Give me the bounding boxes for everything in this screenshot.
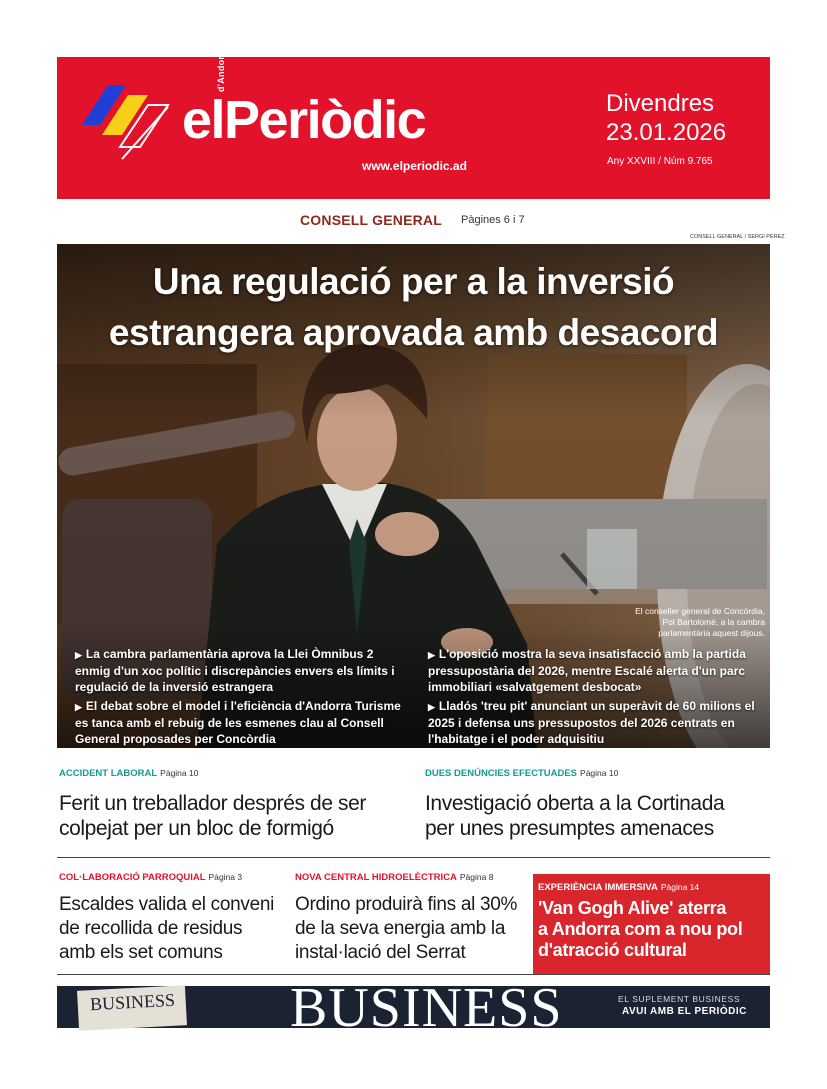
kicker-label: COL·LABORACIÓ PARROQUIAL [59, 872, 206, 883]
lead-headline[interactable] [0, 256, 827, 358]
divider [57, 974, 770, 975]
headline-line: Escaldes valida el conveni [59, 894, 275, 915]
kicker-label: NOVA CENTRAL HIDROELÈCTRICA [295, 872, 457, 883]
lead-bullet[interactable] [75, 646, 410, 695]
story-headline-ordino[interactable] [295, 893, 530, 965]
business-magazine-logo: BUSINESS [89, 989, 176, 1015]
story-kicker [59, 872, 242, 883]
divider [57, 857, 770, 858]
section-label[interactable]: CONSELL GENERAL [300, 212, 442, 228]
headline-line: Investigació oberta a la Cortinada [425, 792, 725, 815]
issue-day: Divendres [606, 90, 715, 117]
headline-line: Ordino produirà fins al 30% [295, 894, 518, 915]
lead-bullet-text: Lladós 'treu pit' anunciant un superàvit de 60 milions el 2025 i defensa uns pressupostos del 2026 centrats en l'habitatge i el poder adquisitiu [428, 699, 755, 746]
photo-caption-line-1: El conseller general de Concòrdia, [635, 606, 765, 616]
brand-logo-subtitle: d'Andorra [216, 46, 226, 92]
headline-line: amb els set comuns [59, 942, 223, 963]
banner-subtitle: EL SUPLEMENT BUSINESS [618, 994, 741, 1004]
issue-number: Any XXVIII / Núm 9.765 [607, 156, 713, 167]
story-headline-cortinada[interactable] [425, 791, 770, 841]
headline-line: de recollida de residus [59, 918, 243, 939]
lead-bullet[interactable] [75, 698, 410, 747]
headline-line: a Andorra com a nou pol [538, 919, 743, 939]
site-url[interactable]: www.elperiodic.ad [362, 159, 467, 173]
lead-headline-line-1: Una regulació per a la inversió [152, 261, 675, 302]
story-kicker [295, 872, 493, 883]
lead-bullet-text: El debat sobre el model i l'eficiència d'Andorra Turisme es tanca amb el rebuig de les esmenes clau al Consell General proposades per Concòrdia [75, 699, 401, 746]
story-kicker [538, 882, 699, 893]
headline-line: colpejat per un bloc de formigó [59, 817, 334, 840]
kicker-page: Pàgina 10 [160, 768, 199, 778]
story-kicker [425, 768, 618, 779]
kicker-label: DUES DENÚNCIES EFECTUADES [425, 768, 578, 779]
lead-bullet-text: L'oposició mostra la seva insatisfacció amb la partida pressupostària del 2026, mentre Escalé alerta d'un parc immobiliari «salvatgement desbocat» [428, 647, 746, 694]
business-logo: BUSINESS [290, 977, 563, 1039]
headline-line: d'atracció cultural [538, 940, 687, 960]
headline-line: instal·lació del Serrat [295, 942, 466, 963]
play-triangle-icon: ▶ [428, 702, 435, 712]
lead-bullet-text: La cambra parlamentària aprova la Llei Òmnibus 2 enmig d'un xoc polític i discrepàncies envers els límits i regulació de la inversió estrangera [75, 647, 395, 694]
story-headline-accident[interactable] [59, 791, 409, 841]
lead-headline-line-2: estrangera aprovada amb desacord [108, 312, 719, 353]
kicker-page: Pàgina 10 [580, 768, 619, 778]
kicker-page: Pàgina 14 [660, 882, 700, 892]
story-headline-escaldes[interactable] [59, 893, 284, 965]
photo-caption-line-2: Pol Bartolomé, a la cambra [662, 617, 765, 627]
section-pages: Pàgines 6 i 7 [461, 214, 525, 226]
headline-line: de la seva energia amb la [295, 918, 506, 939]
story-headline-van-gogh[interactable] [538, 898, 766, 961]
brand-logo[interactable]: elPeriòdic [182, 90, 426, 150]
headline-line: 'Van Gogh Alive' aterra [538, 898, 727, 918]
headline-line: Ferit un treballador després de ser [59, 792, 366, 815]
kicker-page: Pàgina 8 [459, 872, 494, 882]
banner-tagline: AVUI AMB EL PERIÒDIC [622, 1006, 747, 1017]
play-triangle-icon: ▶ [75, 650, 82, 660]
play-triangle-icon: ▶ [75, 702, 82, 712]
headline-line: per unes presumptes amenaces [425, 817, 714, 840]
andorra-flag-logo-icon [82, 85, 172, 165]
kicker-page: Pàgina 3 [208, 872, 243, 882]
play-triangle-icon: ▶ [428, 650, 435, 660]
lead-bullet[interactable] [428, 646, 768, 695]
issue-date: 23.01.2026 [606, 119, 727, 146]
story-kicker [59, 768, 198, 779]
photo-caption [560, 606, 765, 639]
photo-caption-line-3: parlamentària aquest dijous. [658, 628, 765, 638]
lead-bullet[interactable] [428, 698, 768, 747]
kicker-label: EXPERIÈNCIA IMMERSIVA [538, 882, 658, 893]
photo-credit: CONSELL GENERAL / SERGI PÉREZ [690, 234, 785, 240]
kicker-label: ACCIDENT LABORAL [59, 768, 158, 779]
